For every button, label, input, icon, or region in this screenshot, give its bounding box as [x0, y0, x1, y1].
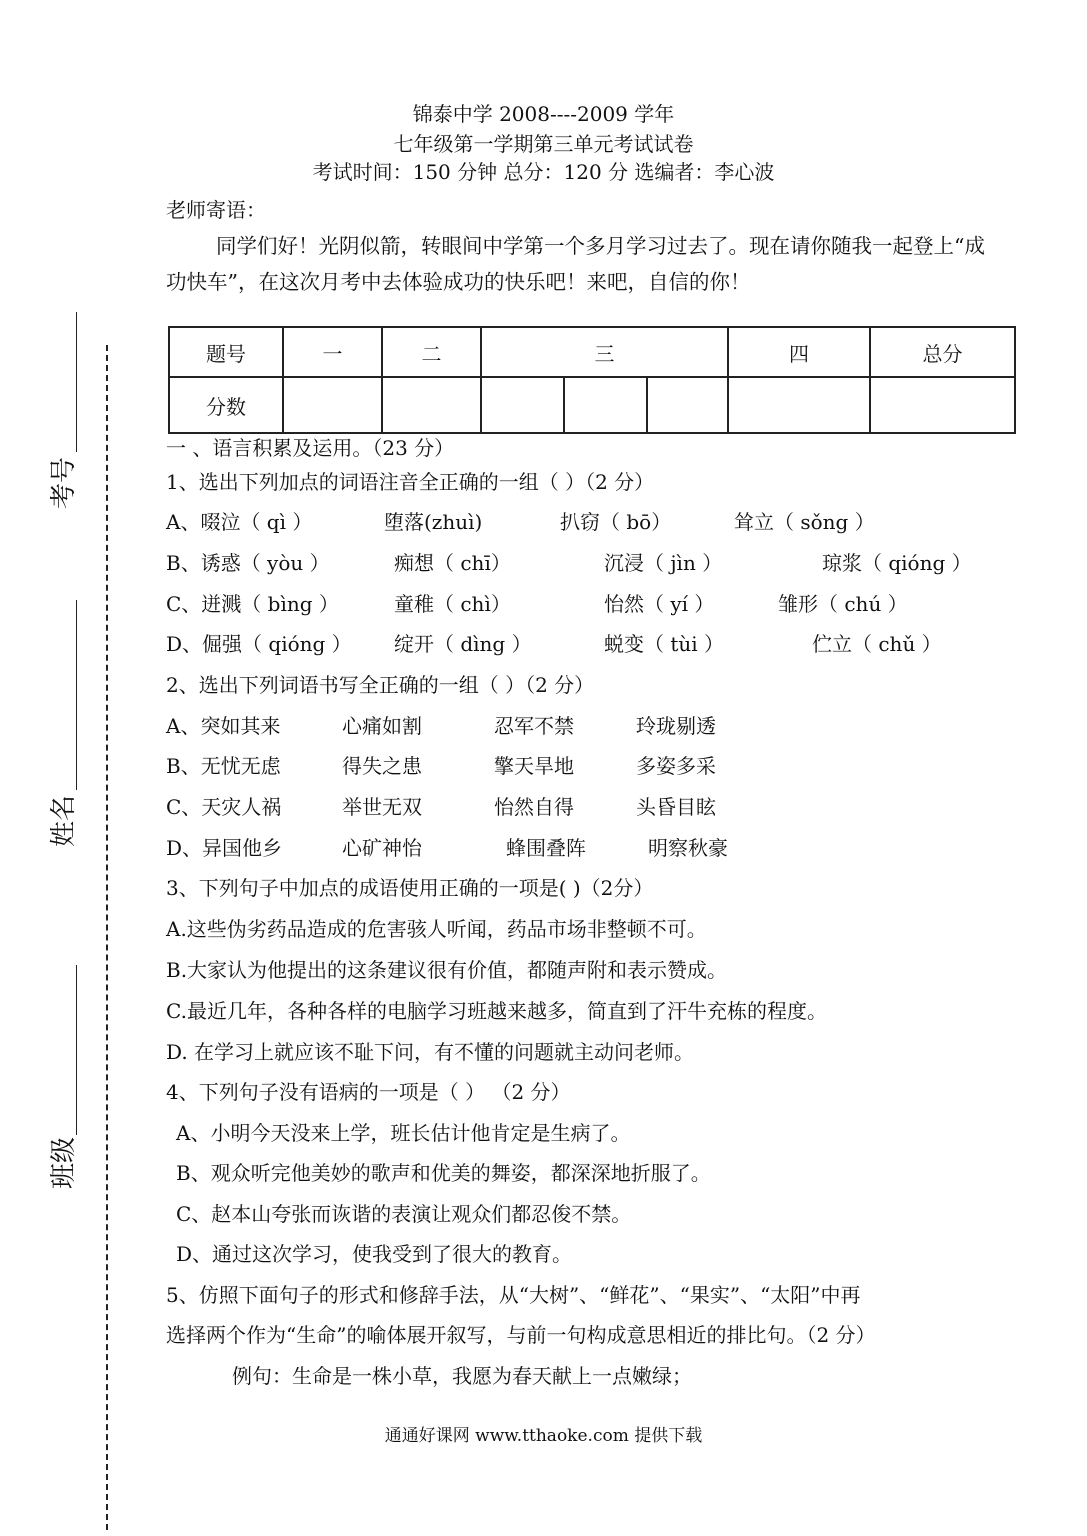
q1-option-b-4: 琼浆（ qióng ）: [822, 551, 972, 575]
school-year-title: 锦泰中学 2008----2009 学年: [412, 102, 675, 126]
q2-option-b-4: 多姿多采: [636, 754, 716, 778]
q4-option-a: A、小明今天没来上学，班长估计他肯定是生病了。: [176, 1121, 631, 1145]
score-cell[interactable]: [283, 377, 382, 433]
q1-option-d-2: 绽开（ dìng ）: [394, 632, 532, 656]
q2-option-c-1: C、天灾人祸: [166, 795, 282, 819]
exam-title: 七年级第一学期第三单元考试试卷: [393, 132, 694, 156]
q4-option-c: C、赵本山夸张而诙谐的表演让观众们都忍俊不禁。: [176, 1202, 632, 1226]
score-cell[interactable]: [728, 377, 870, 433]
q1-option-a-2: 堕落(zhuì): [384, 510, 483, 534]
q1-option-b-3: 沉浸（ jìn ）: [604, 551, 723, 575]
score-cell[interactable]: [382, 377, 481, 433]
footer-credit: 通通好课网 www.tthaoke.com 提供下载: [384, 1426, 703, 1446]
q4-stem: 4、下列句子没有语病的一项是（ ） （2 分）: [166, 1080, 571, 1104]
header-cell-label: 题号: [169, 327, 283, 377]
greeting-line-1: 同学们好！光阴似箭，转眼间中学第一个多月学习过去了。现在请你随我一起登上“成: [216, 234, 985, 258]
q1-option-c-1: C、迸溅（ bìng ）: [166, 592, 339, 616]
score-row-label: 分数: [169, 377, 283, 433]
q2-option-a-4: 玲珑剔透: [636, 714, 716, 738]
q5-example: 例句：生命是一株小草，我愿为春天献上一点嫩绿；: [232, 1364, 692, 1388]
q2-option-d-1: D、异国他乡: [166, 836, 283, 860]
q2-option-c-4: 头昏目眩: [636, 795, 716, 819]
header-cell-3: 三: [481, 327, 728, 377]
q1-stem: 1、选出下列加点的词语注音全正确的一组（ ）（2 分）: [166, 470, 655, 494]
q3-option-d: D. 在学习上就应该不耻下问，有不懂的问题就主动问老师。: [166, 1040, 695, 1064]
header-cell-1: 一: [283, 327, 382, 377]
score-cell[interactable]: [564, 377, 647, 433]
q2-option-c-3: 怡然自得: [494, 795, 574, 819]
exam-info: 考试时间：150 分钟 总分：120 分 选编者：李心波: [312, 160, 775, 184]
q1-option-b-2: 痴想（ chī）: [394, 551, 511, 575]
cut-line: [106, 345, 108, 1530]
exam-no-label: 考号: [49, 456, 79, 509]
greeting-line-2: 功快车”，在这次月考中去体验成功的快乐吧！来吧，自信的你！: [166, 270, 751, 294]
q2-option-d-4: 明察秋豪: [648, 836, 728, 860]
name-line: [76, 600, 77, 790]
score-cell[interactable]: [870, 377, 1015, 433]
q3-stem: 3、下列句子中加点的成语使用正确的一项是( )（2分）: [166, 876, 654, 900]
q1-option-b-1: B、诱惑（ yòu ）: [166, 551, 330, 575]
q1-option-c-2: 童稚（ chì）: [394, 592, 511, 616]
q1-option-a-1: A、啜泣（ qì ）: [166, 510, 313, 534]
header-cell-2: 二: [382, 327, 481, 377]
q2-option-d-2: 心矿神怡: [342, 836, 422, 860]
q4-option-d: D、通过这次学习，使我受到了很大的教育。: [176, 1242, 573, 1266]
q5-line-2: 选择两个作为“生命”的喻体展开叙写，与前一句构成意思相近的排比句。（2 分）: [166, 1323, 876, 1347]
name-label: 姓名: [49, 794, 79, 847]
header-cell-total: 总分: [870, 327, 1015, 377]
q3-option-a: A.这些伪劣药品造成的危害骇人听闻，药品市场非整顿不可。: [166, 917, 707, 941]
score-cell[interactable]: [481, 377, 564, 433]
score-cell[interactable]: [647, 377, 728, 433]
q2-option-a-3: 忍军不禁: [494, 714, 574, 738]
q2-option-c-2: 举世无双: [342, 795, 422, 819]
q2-option-b-3: 擎天旱地: [494, 754, 574, 778]
class-label: 班级: [49, 1136, 79, 1189]
q3-option-c: C.最近几年，各种各样的电脑学习班越来越多，简直到了汗牛充栋的程度。: [166, 999, 827, 1023]
q5-line-1: 5、仿照下面句子的形式和修辞手法，从“大树”、“鲜花”、“果实”、“太阳”中再: [166, 1283, 861, 1307]
q2-option-a-2: 心痛如割: [342, 714, 422, 738]
greeting-label: 老师寄语：: [166, 198, 266, 222]
q4-option-b: B、观众听完他美妙的歌声和优美的舞姿，都深深地折服了。: [176, 1161, 711, 1185]
section-1-title: 一 、语言积累及运用。（23 分）: [166, 436, 455, 460]
exam-no-line: [76, 312, 77, 452]
q1-option-c-3: 怡然（ yí ）: [604, 592, 715, 616]
q1-option-a-3: 扒窃（ bō）: [560, 510, 672, 534]
class-line: [76, 965, 77, 1135]
q1-option-d-1: D、倔强（ qióng ）: [166, 632, 352, 656]
q2-option-b-2: 得失之患: [342, 754, 422, 778]
q1-option-a-4: 耸立（ sǒng ）: [734, 510, 875, 534]
q1-option-c-4: 雏形（ chú ）: [778, 592, 908, 616]
q2-stem: 2、选出下列词语书写全正确的一组（ ）（2 分）: [166, 673, 595, 697]
header-cell-4: 四: [728, 327, 870, 377]
q2-option-a-1: A、突如其来: [166, 714, 281, 738]
score-table: [168, 326, 1016, 434]
q1-option-d-4: 伫立（ chǔ ）: [812, 632, 942, 656]
q3-option-b: B.大家认为他提出的这条建议很有价值，都随声附和表示赞成。: [166, 958, 728, 982]
q1-option-d-3: 蜕变（ tùi ）: [604, 632, 725, 656]
q2-option-d-3: 蜂围叠阵: [506, 836, 586, 860]
q2-option-b-1: B、无忧无虑: [166, 754, 281, 778]
